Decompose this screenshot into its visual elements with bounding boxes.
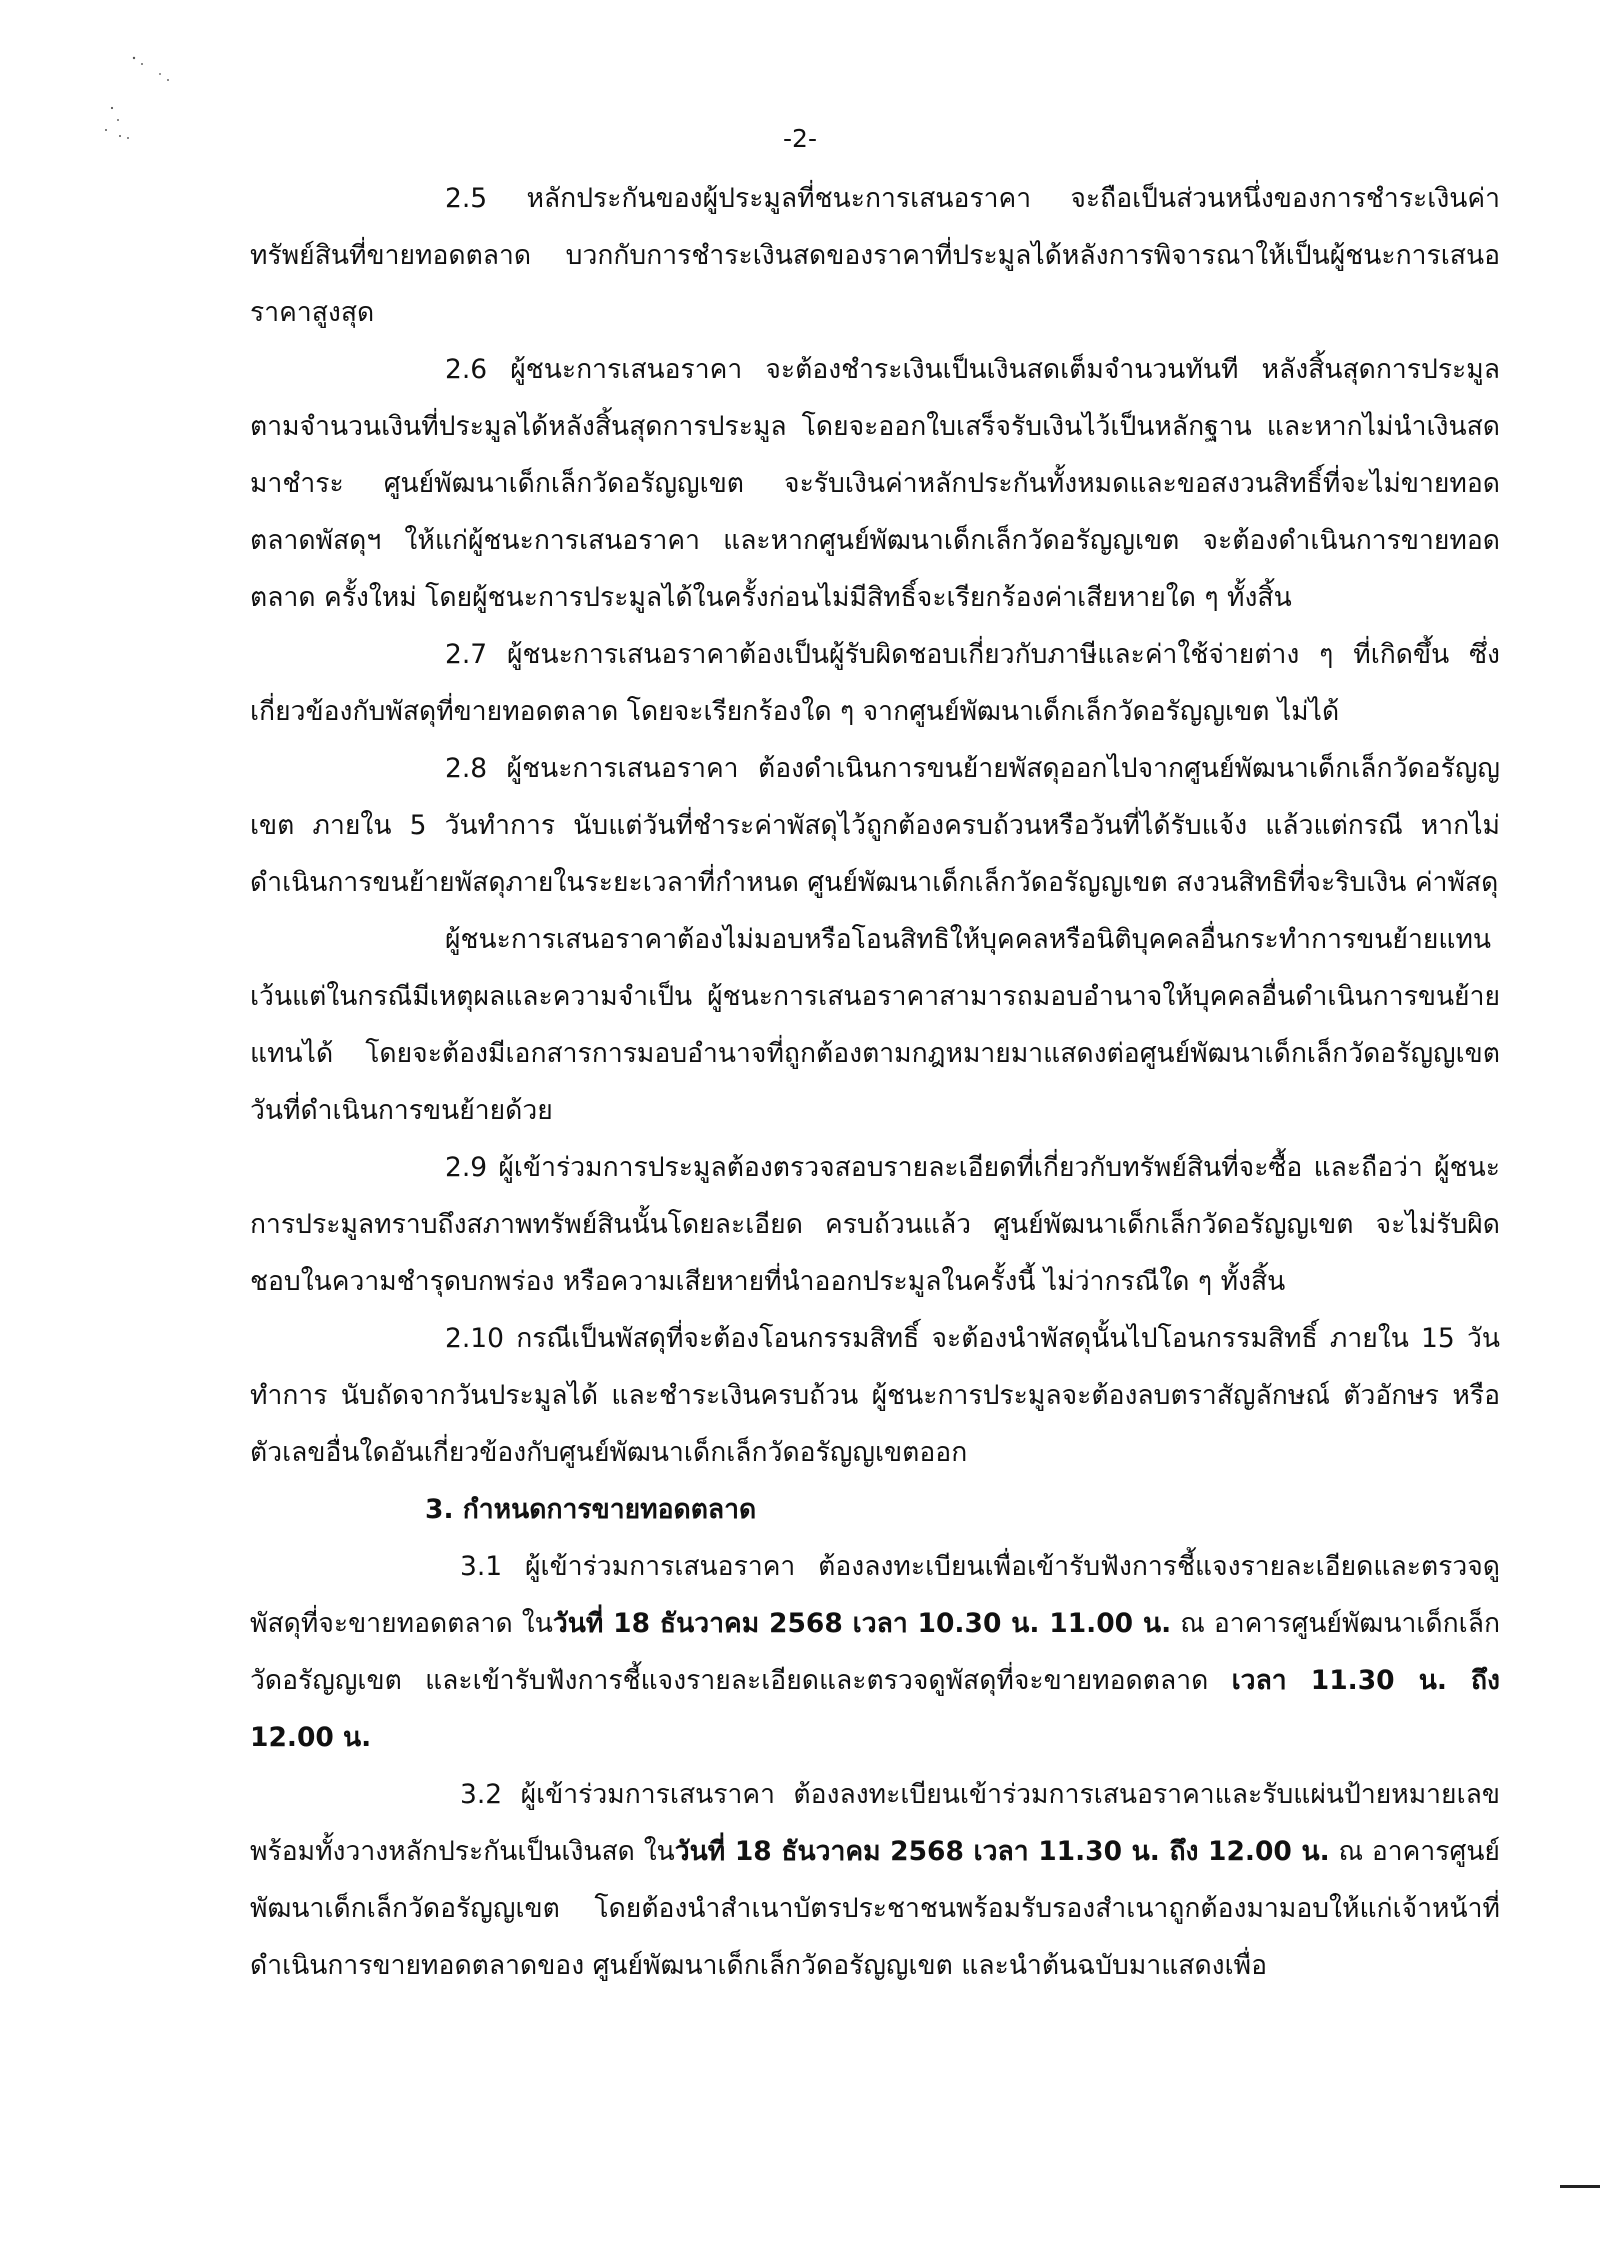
page-number: -2- [783,124,817,153]
clause-2-5: 2.5 หลักประกันของผู้ประมูลที่ชนะการเสนอราคา จะถือเป็นส่วนหนึ่งของการชำระเงินค่าทรัพย์สินที่ขายทอดตลาด บวกกับการชำระเงินสดของราคาที่ประมูลได้หลังการพิจารณาให้เป็นผู้ชนะการเสนอราคาสูงสุด [250,183,1500,328]
clause-2-8-transfer: ผู้ชนะการเสนอราคาต้องไม่มอบหรือโอนสิทธิให้บุคคลหรือนิติบุคคลอื่นกระทำการขนย้ายแทน เว้นแต่ในกรณีมีเหตุผลและความจำเป็น ผู้ชนะการเสนอราคาสามารถมอบอำนาจให้บุคคลอื่นดำเนินการขนย้ายแทนได้ โดยจะต้องมีเอกสารการมอบอำนาจที่ถูกต้องตามกฎหมายมาแสดงต่อศูนย์พัฒนาเด็กเล็กวัดอรัญญเขต วันที่ดำเนินการขนย้ายด้วย [250,924,1500,1126]
clause-3-2-text: 3.2 ผู้เข้าร่วมการเสนราคา ต้องลงทะเบียนเข้าร่วมการเสนอราคาและรับแผ่นป้ายหมายเลข [460,1779,1500,1810]
clause-3-1-text: 3.1 ผู้เข้าร่วมการเสนอราคา ต้องลงทะเบียนเพื่อเข้ารับฟังการชี้แจงรายละเอียดและตรวจดู พัสดุที่จะขายทอดตลาด ใน [250,1551,1500,1639]
clause-3-2-deposit: พร้อมทั้งวางหลักประกันเป็นเงินสด ใน [250,1836,675,1867]
document-body [250,170,1500,1994]
clause-3-2-location: ณ อาคารศูนย์พัฒนาเด็กเล็กวัดอรัญญเขต โดยต้องนำสำเนาบัตรประชาชนพร้อมรับรองสำเนาถูกต้องมามอบให้แก่เจ้าหน้าที่ดำเนินการขายทอดตลาดของ ศูนย์พัฒนาเด็กเล็กวัดอรัญญเขต และนำต้นฉบับมาแสดงเพื่อ [250,1836,1500,1981]
clause-3-2 [250,1766,1500,1994]
clause-2-9: 2.9 ผู้เข้าร่วมการประมูลต้องตรวจสอบรายละเอียดที่เกี่ยวกับทรัพย์สินที่จะซื้อ และถือว่า ผู้ชนะการประมูลทราบถึงสภาพทรัพย์สินนั้นโดยละเอียด ครบถ้วนแล้ว ศูนย์พัฒนาเด็กเล็กวัดอรัญญเขต จะไม่รับผิดชอบในความชำรุดบกพร่อง หรือความเสียหายที่นำออกประมูลในครั้งนี้ ไม่ว่ากรณีใด ๆ ทั้งสิ้น [250,1152,1500,1297]
clause-2-8: 2.8 ผู้ชนะการเสนอราคา ต้องดำเนินการขนย้ายพัสดุออกไปจากศูนย์พัฒนาเด็กเล็กวัดอรัญญเขต ภายใน 5 วันทำการ นับแต่วันที่ชำระค่าพัสดุไว้ถูกต้องครบถ้วนหรือวันที่ได้รับแจ้ง แล้วแต่กรณี หากไม่ดำเนินการขนย้ายพัสดุภายในระยะเวลาที่กำหนด ศูนย์พัฒนาเด็กเล็กวัดอรัญญเขต สงวนสิทธิที่จะริบเงิน ค่าพัสดุ [250,753,1500,898]
clause-3-1-time: เวลา 11.30 น. ถึง 12.00 น. [250,1665,1500,1753]
section-3-heading: 3. กำหนดการขายทอดตลาด [425,1494,757,1525]
clause-3-1-date: วันที่ 18 ธันวาคม 2568 เวลา 10.30 น. 11.00 น. [552,1608,1172,1639]
scan-edge-mark [1560,2185,1600,2188]
clause-2-7: 2.7 ผู้ชนะการเสนอราคาต้องเป็นผู้รับผิดชอบเกี่ยวกับภาษีและค่าใช้จ่ายต่าง ๆ ที่เกิดขึ้น ซึ่งเกี่ยวข้องกับพัสดุที่ขายทอดตลาด โดยจะเรียกร้องใด ๆ จากศูนย์พัฒนาเด็กเล็กวัดอรัญญเขต ไม่ได้ [250,639,1500,727]
clause-2-10: 2.10 กรณีเป็นพัสดุที่จะต้องโอนกรรมสิทธิ์ จะต้องนำพัสดุนั้นไปโอนกรรมสิทธิ์ ภายใน 15 วันทำการ นับถัดจากวันประมูลได้ และชำระเงินครบถ้วน ผู้ชนะการประมูลจะต้องลบตราสัญลักษณ์ ตัวอักษร หรือตัวเลขอื่นใดอันเกี่ยวข้องกับศูนย์พัฒนาเด็กเล็กวัดอรัญญเขตออก [250,1323,1500,1468]
clause-3-1 [250,1538,1500,1766]
clause-3-1-location: ณ อาคารศูนย์พัฒนาเด็กเล็กวัดอรัญญเขต และเข้ารับฟังการชี้แจงรายละเอียดและตรวจดูพัสดุที่จะขายทอดตลาด [250,1608,1501,1696]
clause-2-6: 2.6 ผู้ชนะการเสนอราคา จะต้องชำระเงินเป็นเงินสดเต็มจำนวนทันที หลังสิ้นสุดการประมูลตามจำนวนเงินที่ประมูลได้หลังสิ้นสุดการประมูล โดยจะออกใบเสร็จรับเงินไว้เป็นหลักฐาน และหากไม่นำเงินสดมาชำระ ศูนย์พัฒนาเด็กเล็กวัดอรัญญเขต จะรับเงินค่าหลักประกันทั้งหมดและขอสงวนสิทธิ์ที่จะไม่ขายทอดตลาดพัสดุฯ ให้แก่ผู้ชนะการเสนอราคา และหากศูนย์พัฒนาเด็กเล็กวัดอรัญญเขต จะต้องดำเนินการขายทอดตลาด ครั้งใหม่ โดยผู้ชนะการประมูลได้ในครั้งก่อนไม่มีสิทธิ์จะเรียกร้องค่าเสียหายใด ๆ ทั้งสิ้น [250,354,1500,613]
clause-3-2-date: วันที่ 18 ธันวาคม 2568 เวลา 11.30 น. ถึง 12.00 น. [674,1836,1330,1867]
